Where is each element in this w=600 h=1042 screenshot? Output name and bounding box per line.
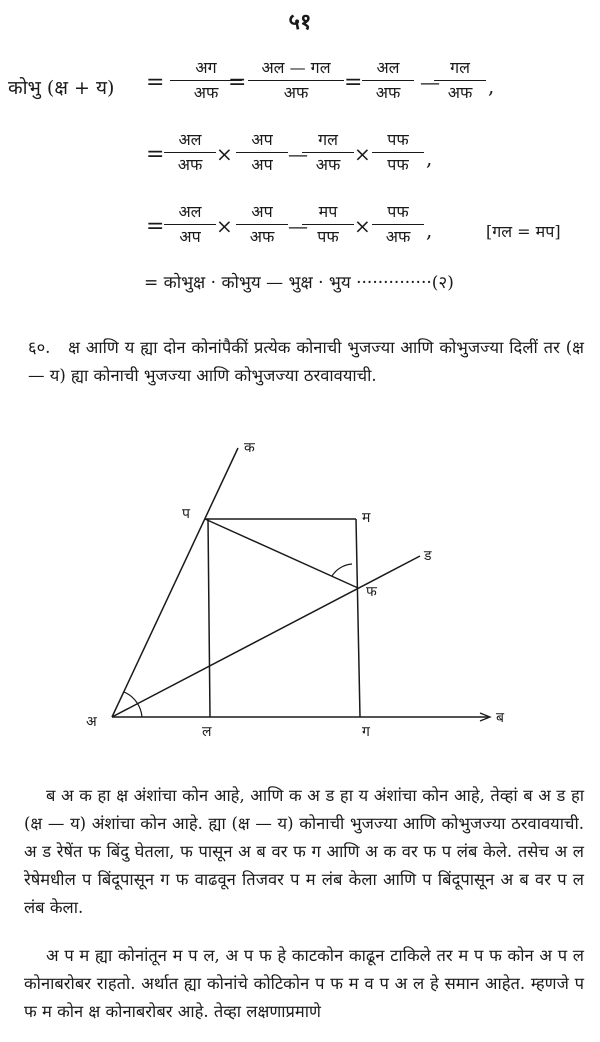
denominator: अफ <box>375 83 401 102</box>
paragraph-1: ब अ क हा क्ष अंशांचा कोन आहे, आणि क अ ड हा य अंशांचा कोन आहे, तेव्हां ब अ ड हा (क्ष — य) अंशांचा कोन आहे. ह्या (क्ष — य) कोनाची भुजज्या आणि कोभुजज्या ठरवावयाची. अ ड रेषेंत फ बिंदु घेतला, फ पासून अ ब वर फ ग आणि अ क वर फ प लंब केले. तसेच अ ल रेषेमधील प बिंदूपासून ग फ वाढवून तिजवर प म लंब केला आणि प बिंदूपासून अ ब वर प ल लंब केला. <box>24 786 584 917</box>
section-60-text: क्ष आणि य ह्या दोन कोनांपैकीं प्रत्येक कोनाची भुजज्या आणि कोभुजज्या दिलीं तर (क्ष — य) ह्या कोनाची भुजज्या आणि कोभुजज्या ठरवावयाची. <box>28 338 584 385</box>
label-k: क <box>244 440 255 456</box>
numerator: पफ <box>387 202 409 221</box>
denominator: अफ <box>315 155 341 174</box>
denominator: अफ <box>447 83 473 102</box>
equals-sign: = <box>344 70 363 95</box>
comma: , <box>426 218 433 242</box>
equals-sign: = <box>146 70 165 95</box>
line-ad <box>112 556 420 717</box>
equals-sign: = <box>146 142 165 167</box>
fraction <box>160 202 220 247</box>
denominator: अफ <box>193 83 219 102</box>
fraction-bar <box>164 224 216 225</box>
numerator: गल <box>318 130 338 149</box>
minus-sign: — <box>288 142 308 166</box>
fraction-bar <box>302 152 354 153</box>
fraction-bar <box>236 152 288 153</box>
page-number: ५१ <box>288 9 312 35</box>
section-60 <box>28 334 584 390</box>
equals-sign: = <box>228 70 247 95</box>
fraction <box>298 130 358 175</box>
label-m: म <box>362 510 371 526</box>
numerator: मप <box>318 202 338 221</box>
fraction-bar <box>164 152 216 153</box>
denominator: अप <box>179 227 201 246</box>
angle-arc-a <box>124 692 142 717</box>
fraction <box>430 58 490 103</box>
equation-final-line: = कोभुक्ष · कोभुय — भुक्ष · भुय ··············(२) <box>144 273 454 293</box>
fraction <box>368 130 428 175</box>
times-sign: × <box>354 142 371 166</box>
label-l: ल <box>202 724 212 740</box>
denominator: अफ <box>385 227 411 246</box>
line-pf <box>205 519 358 588</box>
numerator: अल <box>178 202 202 221</box>
denominator: अप <box>251 155 273 174</box>
numerator: अल <box>376 58 400 77</box>
numerator: अप <box>251 202 273 221</box>
minus-sign: — <box>288 214 308 238</box>
numerator: गल <box>450 58 470 77</box>
fraction <box>244 58 348 103</box>
label-g: ग <box>362 724 370 740</box>
numerator: पफ <box>387 130 409 149</box>
denominator: अफ <box>283 83 309 102</box>
times-sign: × <box>216 142 233 166</box>
label-b: ब <box>496 710 504 726</box>
fraction <box>358 58 418 103</box>
denominator: अफ <box>249 227 275 246</box>
angle-arc-f <box>332 564 352 576</box>
line-mg <box>356 519 360 717</box>
numerator: अल — गल <box>261 58 331 77</box>
fraction-bar <box>248 80 344 81</box>
numerator: अल <box>178 130 202 149</box>
fraction <box>160 130 220 175</box>
label-d: ड <box>424 548 432 564</box>
numerator: अग <box>195 58 217 77</box>
equation-lhs: कोभु (क्ष + य) <box>8 77 115 99</box>
line-ak <box>112 448 238 717</box>
fraction-bar <box>302 224 354 225</box>
fraction-bar <box>434 80 486 81</box>
label-p: प <box>182 506 190 522</box>
comma: , <box>488 74 495 98</box>
fraction <box>368 202 428 247</box>
fraction <box>298 202 358 247</box>
label-a: अ <box>86 714 97 730</box>
equation-note: [गल = मप] <box>486 222 561 241</box>
label-f: फ <box>366 584 377 600</box>
paragraph-2: अ प म ह्या कोनांतून म प ल, अ प फ हे काटकोन काढून टाकिले तर म प फ कोन अ प ल कोनाबरोबर राहतो. अर्थात ह्या कोनांचे कोटिकोन प फ म व प अ ल हे समान आहेत. म्हणजे प फ म कोन क्ष कोनाबरोबर आहे. तेव्हा लक्षणाप्रमाणे <box>24 946 584 1021</box>
equals-sign: = <box>146 214 165 239</box>
line-pl <box>208 519 210 717</box>
fraction <box>232 130 292 175</box>
fraction-bar <box>362 80 414 81</box>
minus-sign: — <box>420 70 440 94</box>
fraction-bar <box>372 224 424 225</box>
fraction-bar <box>372 152 424 153</box>
fraction <box>232 202 292 247</box>
times-sign: × <box>216 214 233 238</box>
times-sign: × <box>354 214 371 238</box>
fraction-bar <box>236 224 288 225</box>
geometry-figure <box>0 430 600 750</box>
denominator: पफ <box>317 227 339 246</box>
denominator: अफ <box>177 155 203 174</box>
numerator: अप <box>251 130 273 149</box>
section-number: ६०. <box>28 338 51 357</box>
comma: , <box>426 146 433 170</box>
denominator: पफ <box>387 155 409 174</box>
